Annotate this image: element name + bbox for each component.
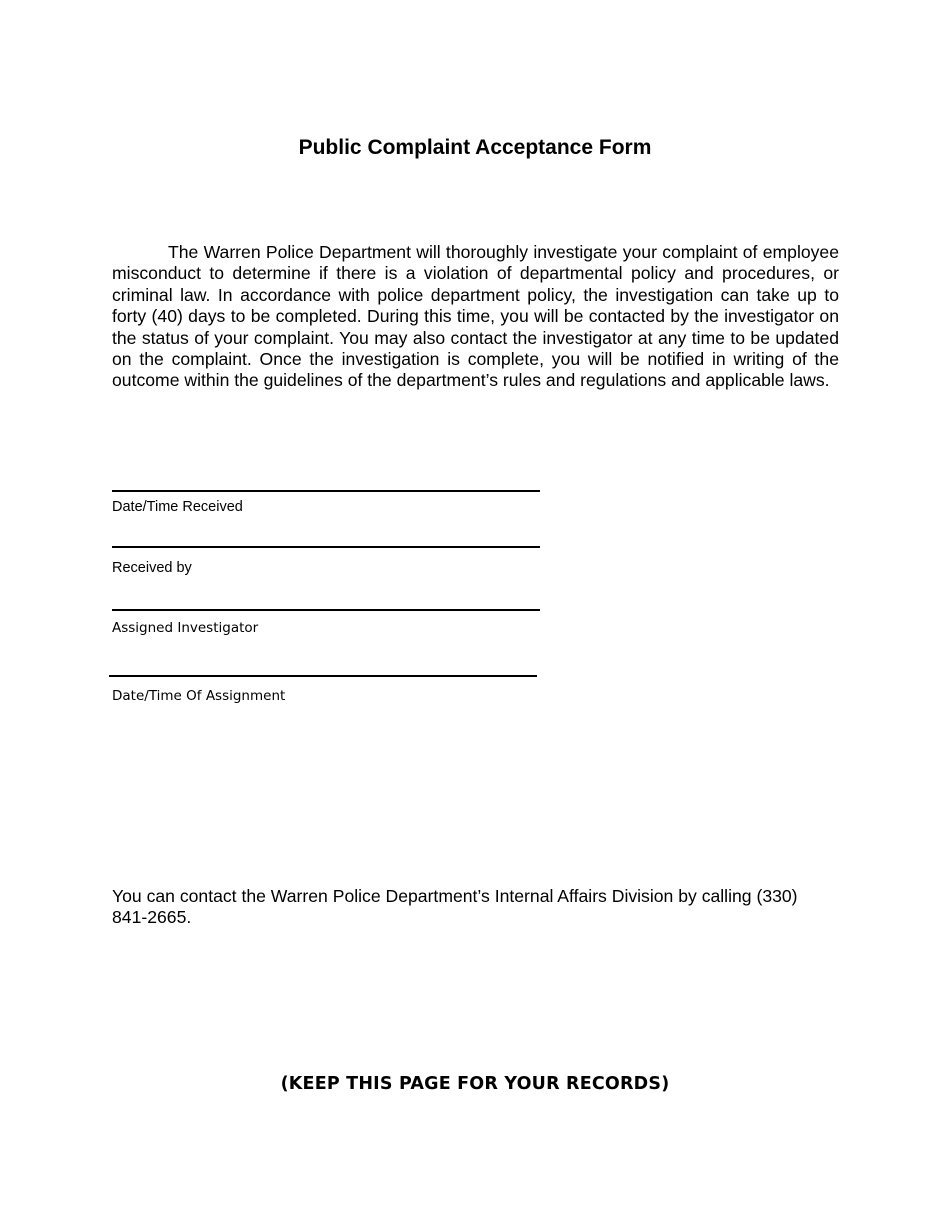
keep-records-note: (KEEP THIS PAGE FOR YOUR RECORDS) (280, 1074, 670, 1094)
date-time-received-line[interactable] (112, 490, 540, 492)
date-time-of-assignment-label: Date/Time Of Assignment (112, 688, 286, 704)
date-time-received-label: Date/Time Received (112, 499, 243, 515)
received-by-label: Received by (112, 560, 192, 576)
contact-info-paragraph: You can contact the Warren Police Department’s Internal Affairs Division by calling (330) 841-2665. (112, 886, 798, 928)
received-by-line[interactable] (112, 546, 540, 548)
assigned-investigator-line[interactable] (112, 609, 540, 611)
complaint-policy-paragraph: The Warren Police Department will thoroughly investigate your complaint of employee misconduct to determine if there is a violation of departmental policy and procedures, or criminal law. In accordance with police department policy, the investigation can take up to forty (40) days to be completed. During this time, you will be contacted by the investigator on the status of your complaint. You may also contact the investigator at any time to be updated on the complaint. Once the investigation is complete, you will be notified in writing of the outcome within the guidelines of the department’s rules and regulations and applicable laws. (112, 242, 839, 391)
page-title: Public Complaint Acceptance Form (298, 136, 652, 159)
date-time-of-assignment-line[interactable] (109, 675, 537, 677)
assigned-investigator-label: Assigned Investigator (112, 620, 259, 636)
